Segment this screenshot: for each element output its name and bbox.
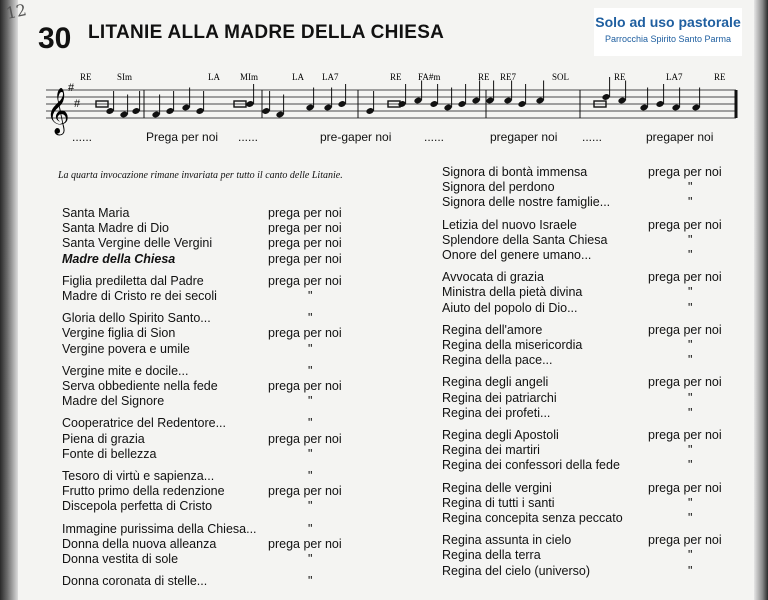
lyric-syllable: Prega per noi <box>146 130 219 144</box>
stamp-line2: Parrocchia Spirito Santo Parma <box>604 34 732 44</box>
invocation-text: Vergine figlia di Sion <box>62 326 176 341</box>
invocation-text: Discepola perfetta di Cristo <box>62 499 213 514</box>
response-text: " <box>688 511 693 525</box>
response-text: " <box>308 446 313 461</box>
response-text: " <box>688 180 693 195</box>
invocation-text: Regina di tutti i santi <box>442 495 555 510</box>
sharp-icon: # <box>68 82 75 94</box>
invocation-text: Santa Maria <box>62 206 130 220</box>
invocation-text: Fonte di bellezza <box>62 446 157 461</box>
instruction-note: La quarta invocazione rimane invariata per tutto il canto delle Litanie. <box>58 170 343 181</box>
invocation-text: Regina dei patriarchi <box>442 390 557 405</box>
invocation-text: Splendore della Santa Chiesa <box>442 232 608 247</box>
corner-mark: 12 <box>4 0 29 23</box>
invocation-text: Onore del genere umano... <box>442 248 592 262</box>
response-text: " <box>308 311 313 326</box>
scan-edge-right <box>754 0 768 600</box>
invocation-text: Tesoro di virtù e sapienza... <box>62 469 215 483</box>
sharp-icon: # <box>74 98 81 110</box>
response-text: prega per noi <box>648 480 722 495</box>
response-text: prega per noi <box>648 217 722 232</box>
chord-label: RE <box>390 72 402 82</box>
chord-label: LA7 <box>322 72 339 82</box>
response-text: " <box>308 341 313 356</box>
response-text: prega per noi <box>648 375 722 390</box>
response-text: " <box>308 416 313 431</box>
response-text: " <box>688 232 693 247</box>
response-text: " <box>688 248 693 262</box>
chord-label: RE <box>80 72 92 82</box>
invocation-text: Gloria dello Spirito Santo... <box>62 311 211 326</box>
response-text: " <box>688 548 693 563</box>
invocation-text: Regina dei profeti... <box>442 405 551 420</box>
response-text: " <box>688 495 693 510</box>
invocation-text: Aiuto del popolo di Dio... <box>442 300 578 315</box>
response-text: " <box>308 394 313 409</box>
response-text: prega per noi <box>268 251 342 266</box>
chord-label: LA7 <box>666 72 683 82</box>
response-text: " <box>308 289 313 303</box>
invocation-text: Piena di grazia <box>62 431 145 446</box>
response-text: " <box>688 458 693 473</box>
response-text: prega per noi <box>648 533 722 548</box>
response-text: " <box>688 390 693 405</box>
scan-edge-left <box>0 0 18 600</box>
invocation-text: Immagine purissima della Chiesa... <box>62 521 257 536</box>
invocation-text: Madre della Chiesa <box>62 251 176 266</box>
invocation-text: Madre del Signore <box>62 394 165 409</box>
response-text: " <box>688 443 693 458</box>
response-text: prega per noi <box>648 165 722 179</box>
invocation-text: Donna coronata di stelle... <box>62 574 208 589</box>
chord-label: SOL <box>552 72 570 82</box>
response-text: prega per noi <box>268 431 342 446</box>
invocation-text: Donna della nuova alleanza <box>62 536 217 551</box>
chord-label: LA <box>292 72 304 82</box>
treble-clef-icon: 𝄞 <box>46 88 70 134</box>
invocation-text: Cooperatrice del Redentore... <box>62 416 226 431</box>
response-text: " <box>688 353 693 368</box>
invocation-text: Regina concepita senza peccato <box>442 511 623 525</box>
invocation-text: Regina degli Apostoli <box>442 428 559 442</box>
invocation-text: Regina della misericordia <box>442 338 583 352</box>
response-text: prega per noi <box>648 322 722 337</box>
response-text: " <box>308 552 313 566</box>
invocation-text: Letizia del nuovo Israele <box>442 217 577 232</box>
response-text: " <box>688 563 693 578</box>
hymn-title: LITANIE ALLA MADRE DELLA CHIESA <box>88 22 445 43</box>
invocation-text: Regina della terra <box>442 548 541 563</box>
lyric-syllable: ...... <box>72 130 93 144</box>
response-text: " <box>308 469 313 483</box>
response-text: prega per noi <box>268 273 342 288</box>
response-text: " <box>688 405 693 420</box>
response-text: prega per noi <box>268 236 342 251</box>
invocation-text: Regina delle vergini <box>442 480 552 495</box>
invocation-text: Madre di Cristo re dei secoli <box>62 289 217 303</box>
response-text: prega per noi <box>268 379 342 393</box>
response-text: prega per noi <box>268 326 342 341</box>
response-text: prega per noi <box>648 270 722 285</box>
lyric-syllable: pregaper noi <box>490 130 558 144</box>
invocation-text: Ministra della pietà divina <box>442 285 583 300</box>
response-text: " <box>308 499 313 514</box>
response-text: " <box>308 574 313 589</box>
chord-label: LA <box>208 72 220 82</box>
response-text: prega per noi <box>268 536 342 551</box>
lyric-syllable: ...... <box>424 130 445 144</box>
invocation-text: Regina degli angeli <box>442 375 549 390</box>
response-text: " <box>308 521 313 536</box>
invocation-text: Santa Vergine delle Vergini <box>62 236 213 251</box>
invocation-text: Regina dell'amore <box>442 322 543 337</box>
response-text: " <box>688 300 693 315</box>
invocation-text: Santa Madre di Dio <box>62 221 170 236</box>
response-text: prega per noi <box>268 221 342 236</box>
invocation-text: Figlia prediletta dal Padre <box>62 273 204 288</box>
chord-label: RE7 <box>500 72 517 82</box>
lyric-syllable: pre-gaper noi <box>320 130 392 144</box>
invocation-text: Regina del cielo (universo) <box>442 563 590 578</box>
chord-label: RE <box>614 72 626 82</box>
lyric-syllable: pregaper noi <box>646 130 714 144</box>
invocation-text: Frutto primo della redenzione <box>62 484 225 499</box>
chord-label: FA#m <box>418 72 441 82</box>
response-text: " <box>688 195 693 210</box>
lyric-syllable: ...... <box>582 130 603 144</box>
response-text: prega per noi <box>268 484 342 499</box>
invocation-text: Vergine mite e docile... <box>62 363 189 378</box>
chord-label: MIm <box>240 72 258 82</box>
hymn-number: 30 <box>38 22 72 55</box>
response-text: prega per noi <box>268 206 342 220</box>
chord-label: RE <box>714 72 726 82</box>
chord-label: SIm <box>117 72 133 82</box>
chord-label: RE <box>478 72 490 82</box>
stamp-line1: Solo ad uso pastorale <box>595 14 741 30</box>
invocation-text: Regina dei confessori della fede <box>442 458 620 473</box>
invocation-text: Signora di bontà immensa <box>442 165 588 179</box>
response-text: prega per noi <box>648 428 722 442</box>
invocation-text: Regina della pace... <box>442 353 553 368</box>
response-text: " <box>308 363 313 378</box>
invocation-text: Signora delle nostre famiglie... <box>442 195 611 210</box>
response-text: " <box>688 285 693 300</box>
invocation-text: Vergine povera e umile <box>62 341 190 356</box>
lyric-syllable: ...... <box>238 130 259 144</box>
invocation-text: Avvocata di grazia <box>442 270 544 285</box>
invocation-text: Regina assunta in cielo <box>442 533 572 548</box>
invocation-text: Regina dei martiri <box>442 443 540 458</box>
invocation-text: Signora del perdono <box>442 180 555 195</box>
invocation-text: Serva obbediente nella fede <box>62 379 218 393</box>
invocation-text: Donna vestita di sole <box>62 552 179 566</box>
usage-stamp <box>594 8 742 56</box>
response-text: " <box>688 338 693 352</box>
